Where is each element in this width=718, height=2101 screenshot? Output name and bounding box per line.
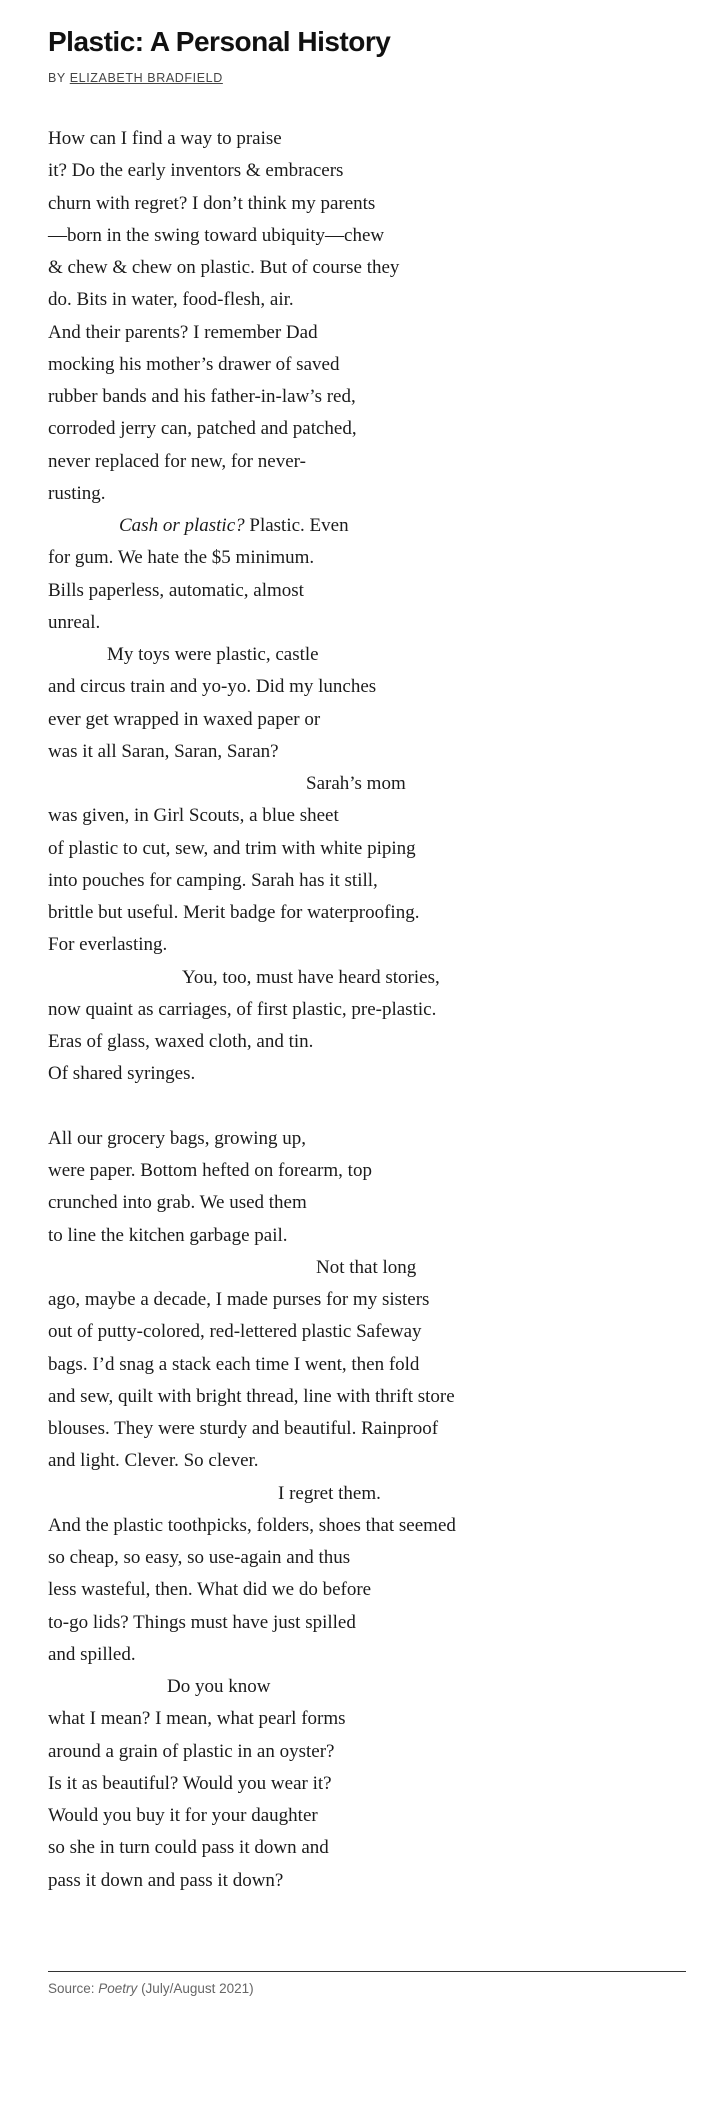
poem-line — [48, 607, 686, 639]
poem-line-text: And their parents? I remember Dad — [48, 321, 318, 343]
poem-line — [48, 929, 686, 961]
poem-line — [48, 123, 686, 155]
poem-line — [48, 1445, 686, 1477]
poem-line-text: —born in the swing toward ubiquity—chew — [48, 224, 385, 246]
poem-line — [48, 1574, 686, 1606]
poem-line-text: Is it as beautiful? Would you wear it? — [48, 1772, 332, 1794]
poem-line — [48, 1026, 686, 1058]
poem-line — [48, 962, 686, 994]
poem-line-text: All our grocery bags, growing up, — [48, 1127, 307, 1149]
poem-line-text: Plastic. Even — [244, 515, 349, 536]
poem-line — [48, 1736, 686, 1768]
poem-line — [48, 510, 686, 542]
poem-line-text: what I mean? I mean, what pearl forms — [48, 1708, 346, 1730]
poem-line-text: I regret them. — [278, 1482, 381, 1504]
poem-line — [48, 1639, 686, 1671]
poem-line — [48, 188, 686, 220]
poem-line-text: to line the kitchen garbage pail. — [48, 1224, 288, 1246]
poem-line-text: never replaced for new, for never- — [48, 450, 306, 472]
poem-line-text: Not that long — [316, 1256, 417, 1278]
poem-line-text: bags. I’d snag a stack each time I went, then fold — [48, 1353, 420, 1375]
poem-line — [48, 1187, 686, 1219]
poem-line — [48, 349, 686, 381]
poem-line-text: churn with regret? I don’t think my parents — [48, 192, 376, 214]
poem-line — [48, 1865, 686, 1897]
poem-line-text: You, too, must have heard stories, — [182, 966, 440, 988]
poem-line — [48, 1284, 686, 1316]
poem-line — [48, 1349, 686, 1381]
source-credit — [48, 1981, 254, 1996]
poem-line — [48, 897, 686, 929]
poem-line — [48, 800, 686, 832]
poem-line — [48, 865, 686, 897]
poem-line — [48, 1252, 686, 1284]
poem-line-text: so cheap, so easy, so use-again and thus — [48, 1547, 351, 1568]
byline-prefix: BY — [48, 71, 66, 85]
poem-line — [48, 575, 686, 607]
author-link[interactable]: ELIZABETH BRADFIELD — [69, 71, 223, 85]
poem-line-text: for gum. We hate the $5 minimum. — [48, 547, 315, 569]
poem-line-text: crunched into grab. We used them — [48, 1192, 307, 1214]
poem-title: Plastic: A Personal History — [48, 26, 391, 57]
poem-line-text: into pouches for camping. Sarah has it still, — [48, 869, 378, 891]
poem-line — [48, 1155, 686, 1187]
poem-line-text: ever get wrapped in waxed paper or — [48, 708, 321, 730]
poem-line-text: unreal. — [48, 611, 101, 633]
poem-line — [48, 1703, 686, 1735]
source-publication: Poetry — [98, 1981, 138, 1996]
poem-line-text: around a grain of plastic in an oyster? — [48, 1740, 335, 1762]
poem-line-text: brittle but useful. Merit badge for waterproofing. — [48, 902, 420, 923]
poem-line-text: For everlasting. — [48, 934, 168, 956]
poem-line-text: and light. Clever. So clever. — [48, 1450, 259, 1472]
poem-line-text: blouses. They were sturdy and beautiful. Rainproof — [48, 1418, 439, 1439]
poem-line — [48, 639, 686, 671]
poem-line-text: do. Bits in water, food-flesh, air. — [48, 289, 294, 311]
poem-line-text: and sew, quilt with bright thread, line with thrift store — [48, 1385, 455, 1407]
poem-line-text: pass it down and pass it down? — [48, 1869, 284, 1891]
poem-body — [48, 123, 686, 1897]
poem-line-text: How can I find a way to praise — [48, 128, 282, 149]
poem-line-italic: Cash or plastic? — [119, 515, 245, 536]
poem-line-text: Would you buy it for your daughter — [48, 1805, 318, 1826]
poem-line-text: it? Do the early inventors & embracers — [48, 160, 344, 182]
poem-line-text: Do you know — [167, 1676, 271, 1697]
poem-line — [48, 317, 686, 349]
poem-line-text: now quaint as carriages, of first plastic, pre-plastic. — [48, 998, 437, 1020]
poem-line — [48, 736, 686, 768]
poem-line — [48, 1220, 686, 1252]
poem-line-text: mocking his mother’s drawer of saved — [48, 353, 340, 375]
poem-line-text: Eras of glass, waxed cloth, and tin. — [48, 1031, 314, 1052]
byline — [48, 71, 223, 85]
poem-line — [48, 1478, 686, 1510]
poem-line — [48, 284, 686, 316]
poem-line — [48, 1607, 686, 1639]
poem-line — [48, 413, 686, 445]
poem-line — [48, 704, 686, 736]
poem-line — [48, 994, 686, 1026]
poem-line-text: was it all Saran, Saran, Saran? — [48, 740, 279, 762]
poem-line-text: of plastic to cut, sew, and trim with white piping — [48, 837, 416, 859]
poem-line — [48, 252, 686, 284]
poem-line — [48, 381, 686, 413]
poem-line-text: Sarah’s mom — [306, 773, 406, 794]
poem-line-text: were paper. Bottom hefted on forearm, top — [48, 1160, 372, 1181]
poem-line — [48, 542, 686, 574]
poem-line — [48, 1413, 686, 1445]
poem-line-text: And the plastic toothpicks, folders, shoes that seemed — [48, 1514, 456, 1536]
poem-line — [48, 1123, 686, 1155]
poem-line-text: Of shared syringes. — [48, 1063, 196, 1085]
poem-line — [48, 1800, 686, 1832]
stanza-break — [48, 1091, 686, 1123]
poem-line — [48, 446, 686, 478]
divider — [48, 1971, 686, 1972]
source-issue: (July/August 2021) — [137, 1981, 254, 1996]
poem-line-text: less wasteful, then. What did we do before — [48, 1579, 372, 1601]
poem-line — [48, 1768, 686, 1800]
poem-line — [48, 1542, 686, 1574]
poem-line-text: ago, maybe a decade, I made purses for my sisters — [48, 1289, 430, 1310]
poem-line — [48, 1316, 686, 1348]
poem-line — [48, 478, 686, 510]
poem-line-text: and circus train and yo-yo. Did my lunches — [48, 676, 377, 698]
poem-line — [48, 1381, 686, 1413]
poem-line — [48, 833, 686, 865]
poem-line-text: rubber bands and his father-in-law’s red, — [48, 386, 356, 407]
poem-line — [48, 768, 686, 800]
poem-line — [48, 220, 686, 252]
poem-line-text: to-go lids? Things must have just spilled — [48, 1611, 356, 1633]
poem-line-text: corroded jerry can, patched and patched, — [48, 418, 357, 440]
poem-line-text: so she in turn could pass it down and — [48, 1837, 329, 1859]
poem-line-text: and spilled. — [48, 1643, 136, 1665]
poem-line-text: My toys were plastic, castle — [107, 644, 319, 665]
poem-line-text: & chew & chew on plastic. But of course they — [48, 257, 400, 278]
poem-line-text: out of putty-colored, red-lettered plastic Safeway — [48, 1321, 422, 1343]
poem-line-text: Bills paperless, automatic, almost — [48, 579, 304, 601]
poem-line-text: rusting. — [48, 482, 106, 504]
source-prefix: Source: — [48, 1981, 99, 1996]
poem-line — [48, 1671, 686, 1703]
poem-line — [48, 671, 686, 703]
poem-line-text: was given, in Girl Scouts, a blue sheet — [48, 805, 339, 827]
poem-line — [48, 1058, 686, 1090]
poem-line — [48, 155, 686, 187]
poem-line — [48, 1832, 686, 1864]
poem-line — [48, 1510, 686, 1542]
